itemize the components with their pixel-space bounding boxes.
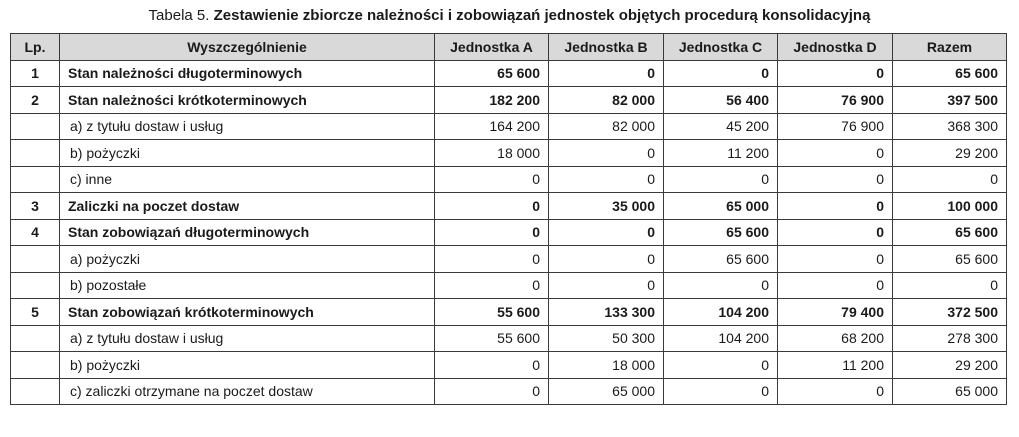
header-lp: Lp. [11, 34, 60, 61]
cell-total: 65 000 [893, 378, 1007, 405]
header-unit-d: Jednostka D [778, 34, 893, 61]
row-description: a) z tytułu dostaw i usług [60, 113, 435, 140]
cell-unit-d: 0 [778, 219, 893, 246]
cell-unit-a: 18 000 [435, 140, 549, 167]
row-number [11, 352, 60, 379]
cell-unit-c: 11 200 [664, 140, 778, 167]
cell-unit-a: 0 [435, 352, 549, 379]
cell-total: 100 000 [893, 193, 1007, 220]
row-description: b) pożyczki [60, 352, 435, 379]
table-row [11, 113, 1007, 140]
table-row [11, 378, 1007, 405]
row-description: c) inne [60, 166, 435, 193]
row-number: 1 [11, 60, 60, 87]
cell-unit-a: 65 600 [435, 60, 549, 87]
cell-unit-c: 0 [664, 378, 778, 405]
cell-total: 65 600 [893, 219, 1007, 246]
cell-unit-d: 79 400 [778, 299, 893, 326]
header-unit-c: Jednostka C [664, 34, 778, 61]
row-description: a) z tytułu dostaw i usług [60, 325, 435, 352]
table-row [11, 272, 1007, 299]
row-description: Zaliczki na poczet dostaw [60, 193, 435, 220]
cell-unit-c: 0 [664, 352, 778, 379]
row-number [11, 166, 60, 193]
cell-unit-d: 76 900 [778, 87, 893, 114]
table-row [11, 140, 1007, 167]
cell-total: 0 [893, 166, 1007, 193]
cell-unit-a: 55 600 [435, 325, 549, 352]
table-header-row [11, 34, 1007, 61]
cell-unit-a: 55 600 [435, 299, 549, 326]
cell-total: 368 300 [893, 113, 1007, 140]
cell-unit-b: 50 300 [549, 325, 664, 352]
cell-unit-b: 82 000 [549, 87, 664, 114]
cell-unit-c: 0 [664, 60, 778, 87]
cell-unit-b: 133 300 [549, 299, 664, 326]
row-description: a) pożyczki [60, 246, 435, 273]
cell-unit-a: 182 200 [435, 87, 549, 114]
row-description: Stan zobowiązań krótkoterminowych [60, 299, 435, 326]
cell-unit-b: 18 000 [549, 352, 664, 379]
cell-unit-d: 76 900 [778, 113, 893, 140]
table-row [11, 325, 1007, 352]
cell-unit-c: 0 [664, 272, 778, 299]
caption-prefix: Tabela 5. [148, 7, 214, 24]
row-number: 4 [11, 219, 60, 246]
cell-unit-b: 0 [549, 140, 664, 167]
cell-unit-c: 0 [664, 166, 778, 193]
table-row [11, 193, 1007, 220]
cell-unit-a: 0 [435, 378, 549, 405]
table-row [11, 87, 1007, 114]
table-body [11, 60, 1007, 405]
cell-total: 0 [893, 272, 1007, 299]
cell-unit-b: 0 [549, 60, 664, 87]
header-unit-b: Jednostka B [549, 34, 664, 61]
cell-unit-b: 0 [549, 219, 664, 246]
cell-unit-c: 56 400 [664, 87, 778, 114]
cell-total: 372 500 [893, 299, 1007, 326]
cell-total: 29 200 [893, 352, 1007, 379]
caption-title: Zestawienie zbiorcze należności i zobowiązań jednostek objętych procedurą konsolidacyjną [213, 7, 871, 24]
cell-total: 278 300 [893, 325, 1007, 352]
cell-unit-b: 0 [549, 246, 664, 273]
cell-unit-d: 68 200 [778, 325, 893, 352]
cell-unit-a: 0 [435, 193, 549, 220]
cell-unit-d: 0 [778, 60, 893, 87]
cell-unit-c: 65 000 [664, 193, 778, 220]
cell-unit-d: 0 [778, 140, 893, 167]
table-row [11, 166, 1007, 193]
table-caption [0, 6, 1019, 26]
table-row [11, 246, 1007, 273]
cell-unit-c: 45 200 [664, 113, 778, 140]
row-description: Stan zobowiązań długoterminowych [60, 219, 435, 246]
cell-total: 397 500 [893, 87, 1007, 114]
cell-unit-d: 11 200 [778, 352, 893, 379]
row-number [11, 113, 60, 140]
row-description: c) zaliczki otrzymane na poczet dostaw [60, 378, 435, 405]
cell-unit-a: 0 [435, 219, 549, 246]
header-total: Razem [893, 34, 1007, 61]
cell-unit-a: 0 [435, 272, 549, 299]
cell-total: 29 200 [893, 140, 1007, 167]
cell-unit-b: 35 000 [549, 193, 664, 220]
row-number [11, 378, 60, 405]
cell-unit-b: 65 000 [549, 378, 664, 405]
cell-total: 65 600 [893, 60, 1007, 87]
table-row [11, 299, 1007, 326]
cell-unit-a: 0 [435, 166, 549, 193]
cell-unit-c: 65 600 [664, 246, 778, 273]
row-description: b) pożyczki [60, 140, 435, 167]
row-number: 3 [11, 193, 60, 220]
row-description: Stan należności długoterminowych [60, 60, 435, 87]
cell-unit-a: 164 200 [435, 113, 549, 140]
table-row [11, 219, 1007, 246]
cell-unit-d: 0 [778, 193, 893, 220]
row-number [11, 272, 60, 299]
summary-table [10, 33, 1007, 405]
cell-unit-c: 104 200 [664, 325, 778, 352]
row-number [11, 246, 60, 273]
cell-unit-a: 0 [435, 246, 549, 273]
row-number: 5 [11, 299, 60, 326]
header-unit-a: Jednostka A [435, 34, 549, 61]
cell-unit-c: 65 600 [664, 219, 778, 246]
table-row [11, 60, 1007, 87]
cell-unit-b: 82 000 [549, 113, 664, 140]
row-number [11, 140, 60, 167]
cell-unit-b: 0 [549, 166, 664, 193]
row-description: b) pozostałe [60, 272, 435, 299]
cell-total: 65 600 [893, 246, 1007, 273]
cell-unit-d: 0 [778, 378, 893, 405]
row-number: 2 [11, 87, 60, 114]
cell-unit-c: 104 200 [664, 299, 778, 326]
cell-unit-d: 0 [778, 166, 893, 193]
row-description: Stan należności krótkoterminowych [60, 87, 435, 114]
cell-unit-b: 0 [549, 272, 664, 299]
cell-unit-d: 0 [778, 246, 893, 273]
table-row [11, 352, 1007, 379]
header-description: Wyszczególnienie [60, 34, 435, 61]
row-number [11, 325, 60, 352]
cell-unit-d: 0 [778, 272, 893, 299]
